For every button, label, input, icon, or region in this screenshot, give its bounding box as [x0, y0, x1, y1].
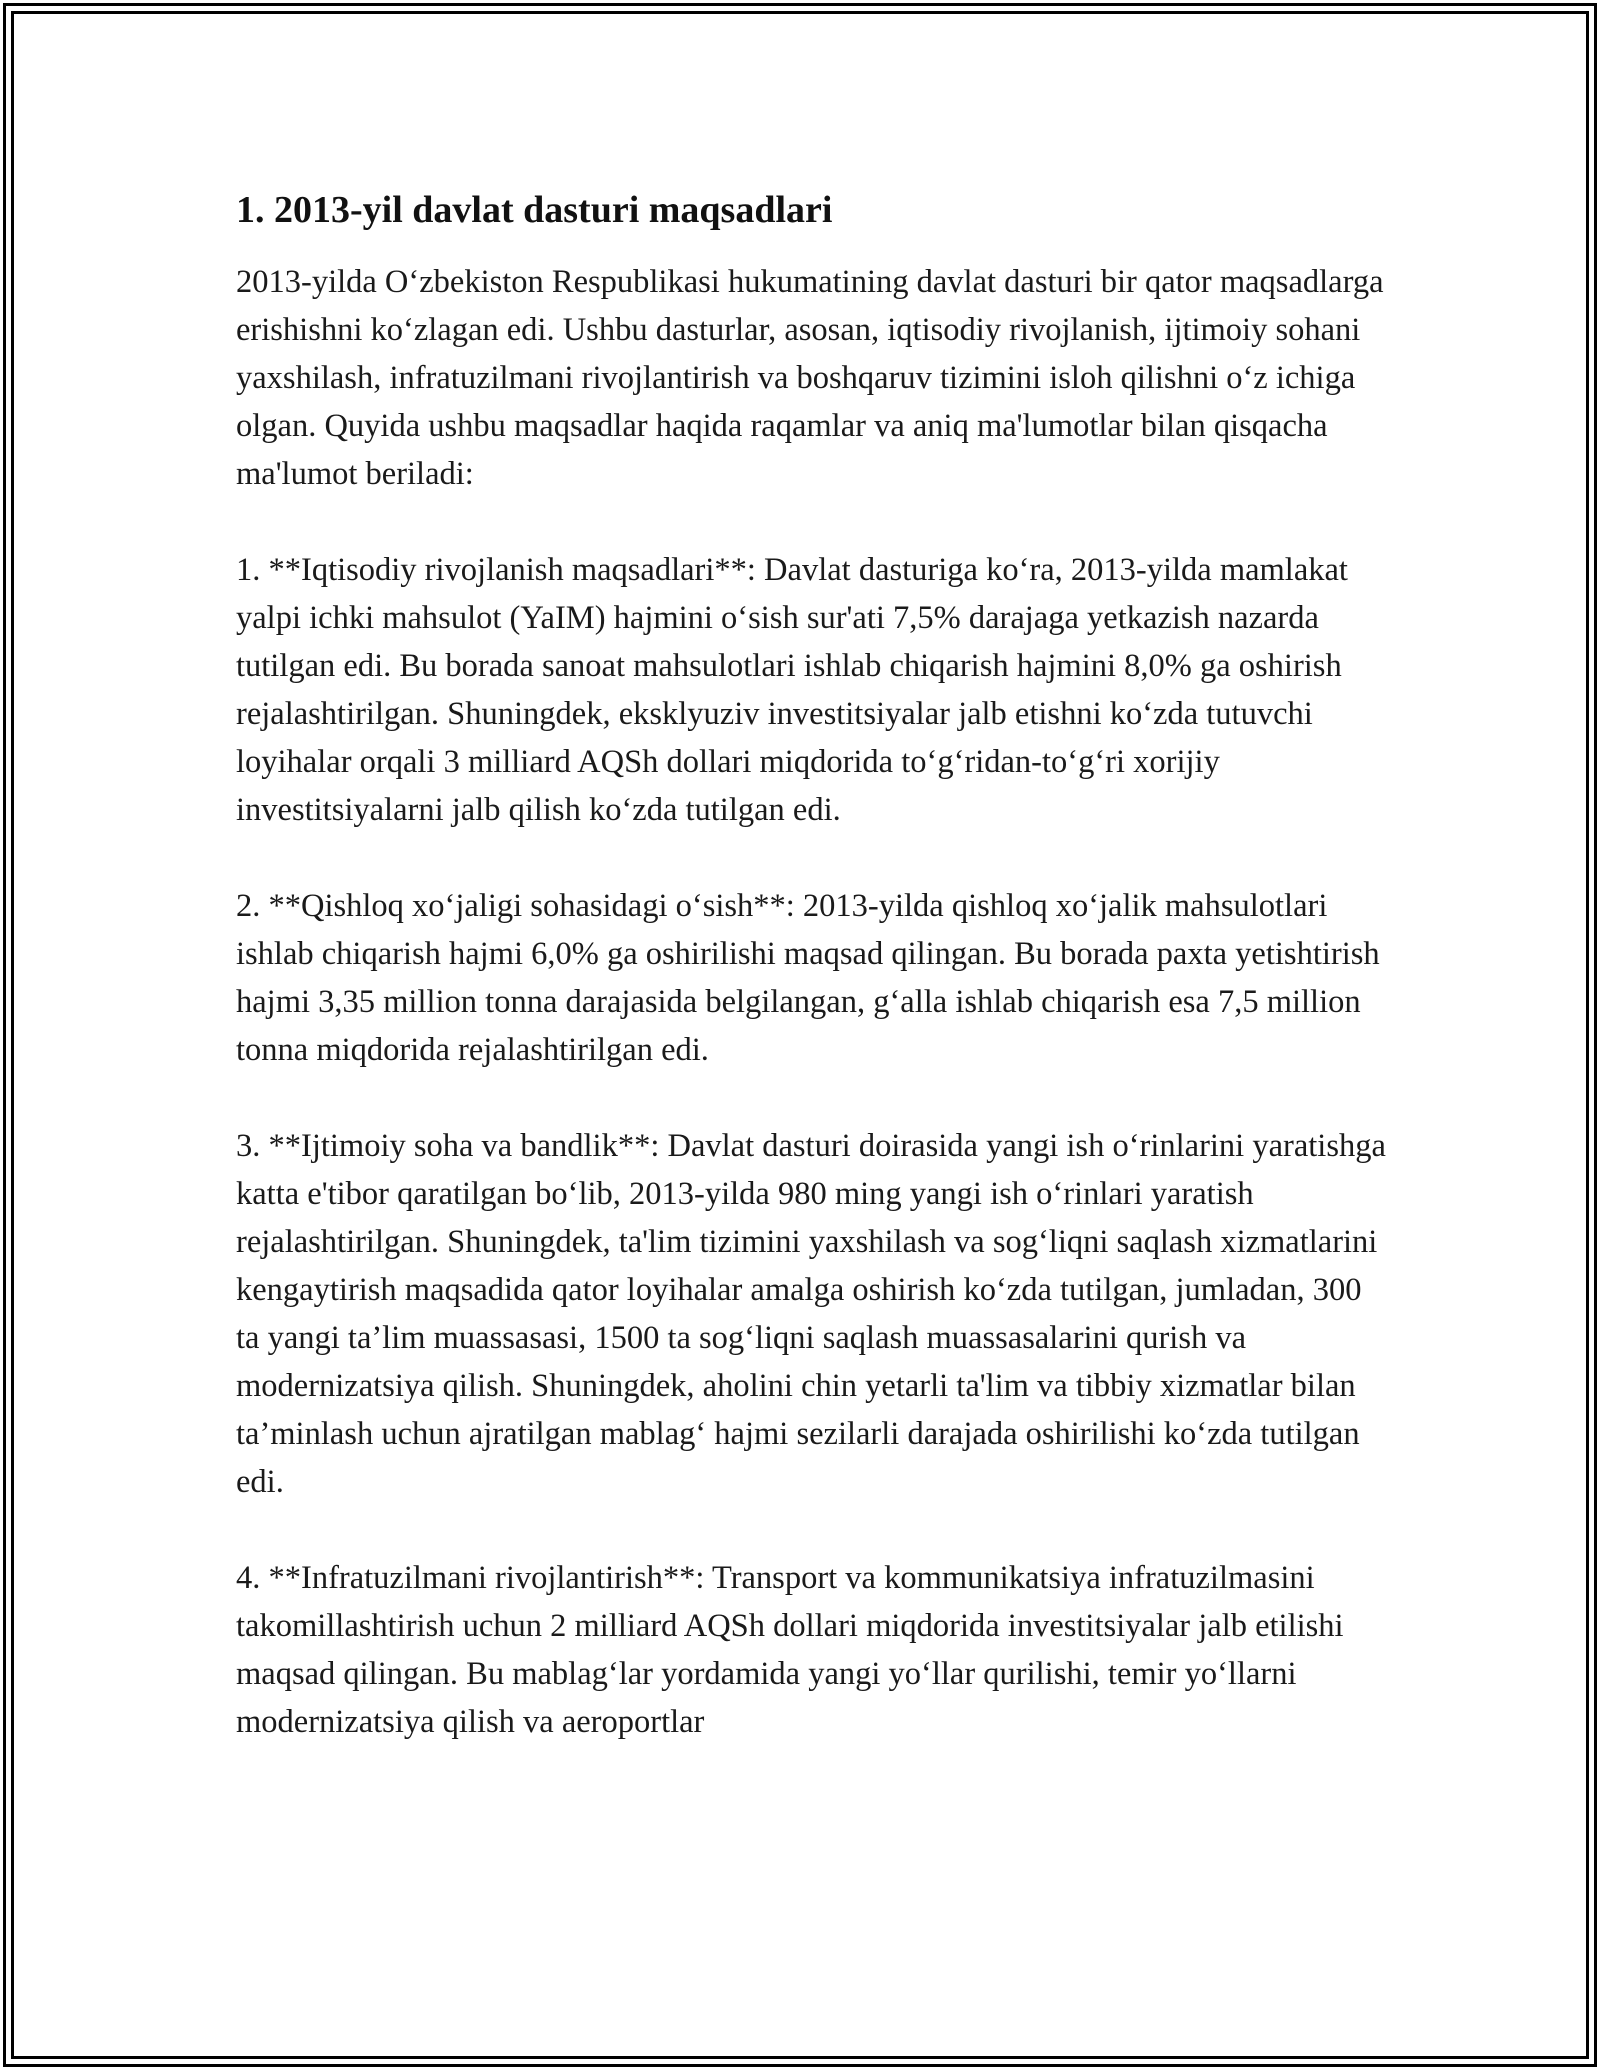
paragraph-economic-development: 1. **Iqtisodiy rivojlanish maqsadlari**: Davlat dasturiga ko‘ra, 2013-yilda mamlakat yalpi ichki mahsulot (YaIM) hajmini o‘sish sur'ati 7,5% darajaga yetkazish nazarda tutilgan edi. Bu borada sanoat mahsulotlari ishlab chiqarish hajmini 8,0% ga oshirish rejalashtirilgan. Shuningdek, eksklyuziv investitsiyalar jalb etishni ko‘zda tutuvchi loyihalar orqali 3 milliard AQSh dollari miqdorida to‘g‘ridan-to‘g‘ri xorijiy investitsiyalarni jalb qilish ko‘zda tutilgan edi.: [236, 552, 1348, 828]
paragraph-agriculture-growth: 2. **Qishloq xo‘jaligi sohasidagi o‘sish**: 2013-yilda qishloq xo‘jalik mahsulotlari ishlab chiqarish hajmi 6,0% ga oshirilishi maqsad qilingan. Bu borada paxta yetishtirish hajmi 3,35 million tonna darajasida belgilangan, g‘alla ishlab chiqarish esa 7,5 million tonna miqdorida rejalashtirilgan edi.: [236, 888, 1380, 1068]
paragraph-social-employment: 3. **Ijtimoiy soha va bandlik**: Davlat dasturi doirasida yangi ish o‘rinlarini yaratishga katta e'tibor qaratilgan bo‘lib, 2013-yilda 980 ming yangi ish o‘rinlari yaratish rejalashtirilgan. Shuningdek, ta'lim tizimini yaxshilash va sog‘liqni saqlash xizmatlarini kengaytirish maqsadida qator loyihalar amalga oshirish ko‘zda tutilgan, jumladan, 300 ta yangi ta’lim muassasasi, 1500 ta sog‘liqni saqlash muassasalarini qurish va modernizatsiya qilish. Shuningdek, aholini chin yetarli ta'lim va tibbiy xizmatlar bilan ta’minlash uchun ajratilgan mablag‘ hajmi sezilarli darajada oshirilishi ko‘zda tutilgan edi.: [236, 1128, 1386, 1500]
intro-paragraph: 2013-yilda O‘zbekiston Respublikasi hukumatining davlat dasturi bir qator maqsadlarga erishishni ko‘zlagan edi. Ushbu dasturlar, asosan, iqtisodiy rivojlanish, ijtimoiy sohani yaxshilash, infratuzilmani rivojlantirish va boshqaruv tizimini isloh qilishni o‘z ichiga olgan. Quyida ushbu maqsadlar haqida raqamlar va aniq ma'lumotlar bilan qisqacha ma'lumot beriladi:: [236, 264, 1384, 492]
paragraph-infrastructure: 4. **Infratuzilmani rivojlantirish**: Transport va kommunikatsiya infratuzilmasini takomillashtirish uchun 2 milliard AQSh dollari miqdorida investitsiyalar jalb etilishi maqsad qilingan. Bu mablag‘lar yordamida yangi yo‘llar qurilishi, temir yo‘llarni modernizatsiya qilish va aeroportlar: [236, 1560, 1344, 1740]
section-heading: 1. 2013-yil davlat dasturi maqsadlari: [236, 189, 833, 231]
document-body: [236, 186, 1386, 1746]
